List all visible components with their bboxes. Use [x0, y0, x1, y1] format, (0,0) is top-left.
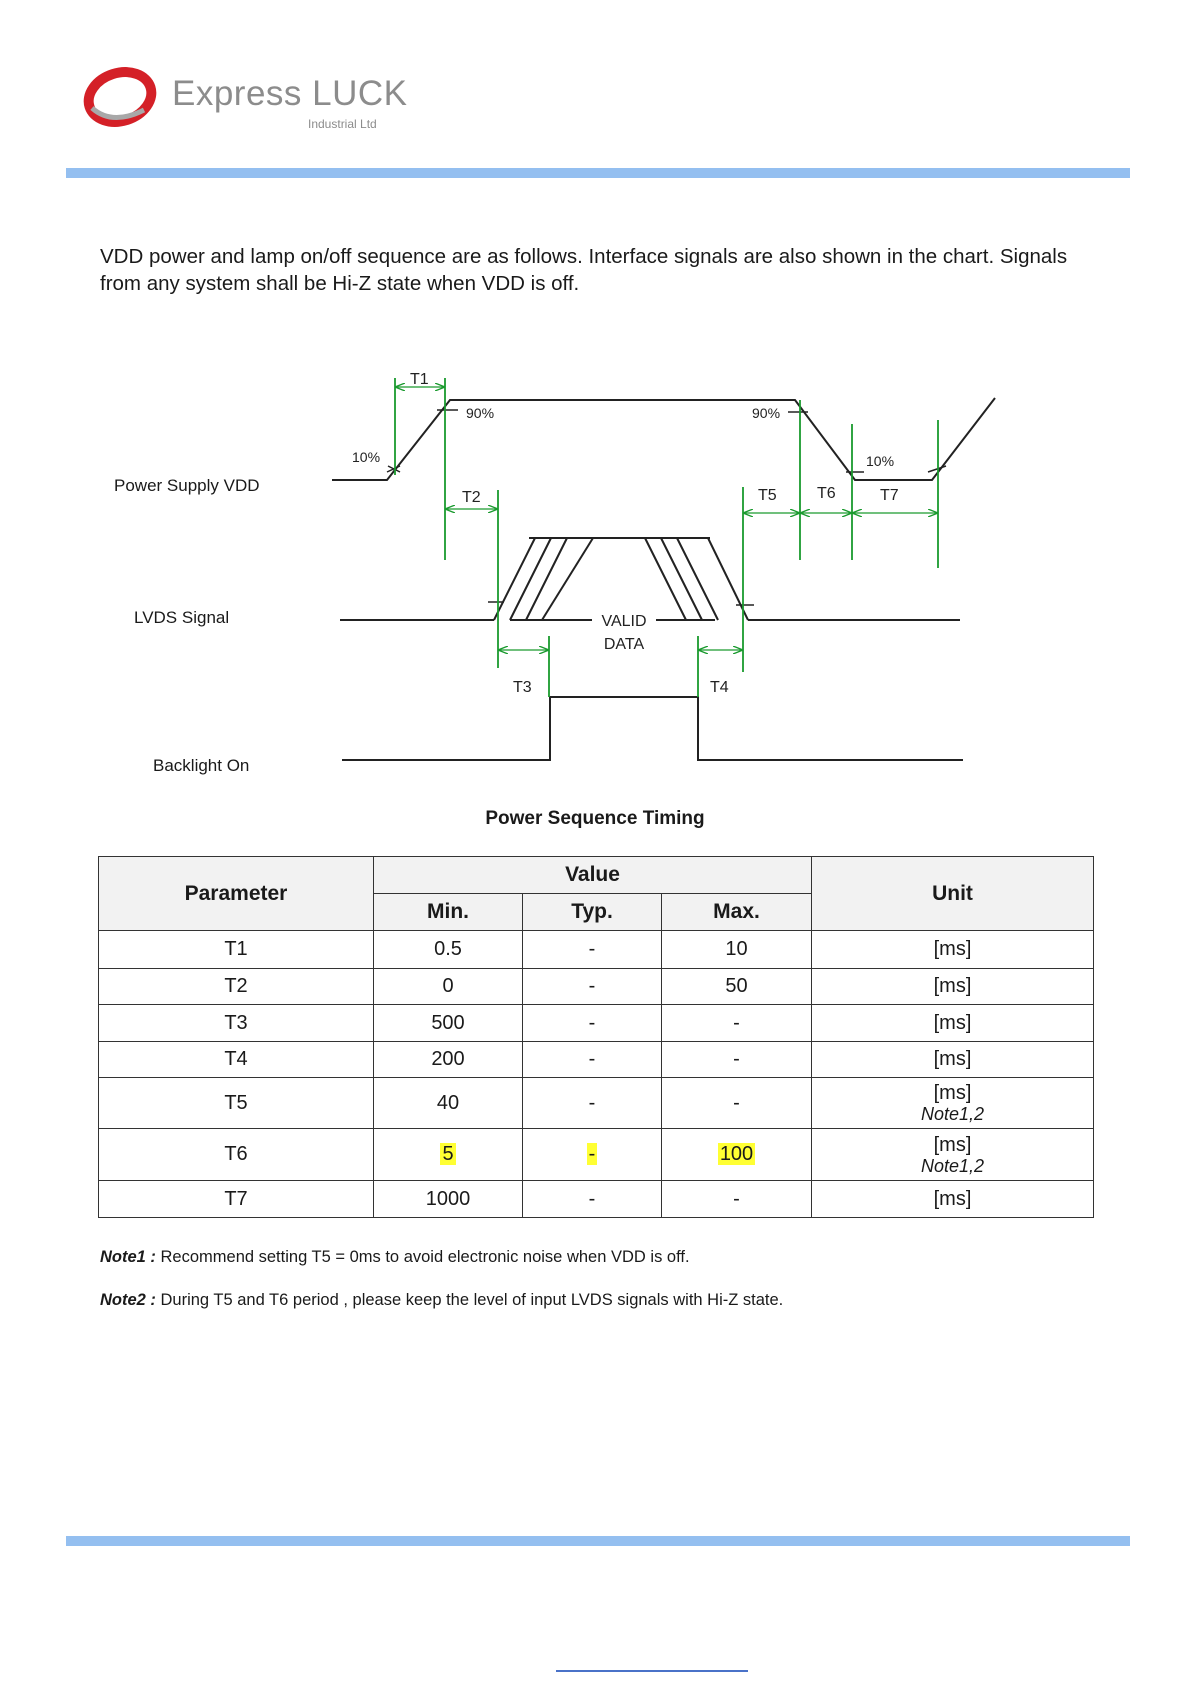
vdd-waveform: [332, 398, 995, 480]
cell-unit: [812, 1078, 1094, 1129]
backlight-waveform: [342, 697, 963, 760]
swirl-logo-icon: [82, 64, 162, 134]
note-1: [100, 1248, 690, 1267]
cell-max: -: [662, 1181, 812, 1218]
cell-unit: [ms]: [812, 969, 1094, 1005]
t1-label: T1: [410, 371, 429, 388]
cell-unit: [ms]: [812, 1042, 1094, 1078]
cell-unit-value: [ms]: [933, 1082, 972, 1104]
cell-typ: [523, 1129, 662, 1181]
note-1-text: Recommend setting T5 = 0ms to avoid electronic noise when VDD is off.: [155, 1248, 690, 1266]
cell-unit: [812, 1129, 1094, 1181]
header-value: Value: [374, 857, 812, 894]
table-row: [99, 931, 1094, 969]
intro-paragraph: VDD power and lamp on/off sequence are as follows. Interface signals are also shown in the chart. Signals from any system shall be Hi-Z state when VDD is off.: [100, 245, 1068, 295]
cell-min: 200: [374, 1042, 523, 1078]
percent-10-rise: 10%: [352, 449, 381, 465]
highlighted-value: 5: [442, 1143, 454, 1165]
cell-min: 1000: [374, 1181, 523, 1218]
cell-typ: -: [523, 969, 662, 1005]
lvds-signal-label: LVDS Signal: [134, 608, 230, 627]
highlighted-value: -: [588, 1143, 596, 1165]
note-1-label: Note1 :: [100, 1248, 156, 1266]
power-sequence-table: [98, 856, 1094, 1218]
table-row: [99, 1005, 1094, 1042]
highlighted-value: 100: [719, 1143, 754, 1165]
company-subtitle: Industrial Ltd: [308, 117, 377, 131]
t3-label: T3: [513, 679, 532, 696]
cell-max: [662, 1129, 812, 1181]
cell-min: 500: [374, 1005, 523, 1042]
note-2-text: During T5 and T6 period , please keep the level of input LVDS signals with Hi-Z state.: [155, 1291, 784, 1309]
footer-rule: [66, 1536, 1130, 1546]
cell-param: T5: [99, 1078, 374, 1129]
percent-90-fall: 90%: [752, 405, 781, 421]
cell-typ: -: [523, 1078, 662, 1129]
footer-link-underline: [556, 1670, 748, 1672]
vdd-signal-label: Power Supply VDD: [114, 476, 260, 495]
cell-typ: -: [523, 1005, 662, 1042]
cell-min: 40: [374, 1078, 523, 1129]
cell-param: T3: [99, 1005, 374, 1042]
lvds-fall-1: [645, 538, 686, 620]
company-logo: [82, 64, 412, 134]
lvds-rise-1: [494, 538, 535, 620]
cell-param: T1: [99, 931, 374, 969]
valid-label: VALID: [601, 613, 647, 630]
note-2-label: Note2 :: [100, 1291, 156, 1309]
cell-max: 10: [662, 931, 812, 969]
cell-param: T6: [99, 1129, 374, 1181]
diagram-caption: Power Sequence Timing: [485, 808, 705, 829]
cell-max: -: [662, 1078, 812, 1129]
cell-min: 0: [374, 969, 523, 1005]
cell-unit-note: Note1,2: [920, 1155, 985, 1176]
header-rule: [66, 168, 1130, 178]
cell-unit-note: Note1,2: [920, 1104, 985, 1124]
cell-param: T7: [99, 1181, 374, 1218]
table-row: [99, 1042, 1094, 1078]
t6-label: T6: [817, 485, 836, 502]
header-parameter: Parameter: [99, 857, 374, 931]
cell-max: -: [662, 1005, 812, 1042]
percent-10-fall: 10%: [866, 453, 895, 469]
cell-param: T4: [99, 1042, 374, 1078]
cell-min: [374, 1129, 523, 1181]
cell-typ: -: [523, 1181, 662, 1218]
cell-typ: -: [523, 931, 662, 969]
cell-max: 50: [662, 969, 812, 1005]
data-label: DATA: [603, 636, 645, 653]
percent-90-rise: 90%: [466, 405, 495, 421]
t4-label: T4: [710, 679, 729, 696]
cell-unit-value: [ms]: [933, 1133, 972, 1156]
cell-param: T2: [99, 969, 374, 1005]
backlight-signal-label: Backlight On: [153, 756, 250, 775]
header-typ: Typ.: [523, 894, 662, 931]
note-2: [100, 1291, 783, 1310]
table-row: [99, 1181, 1094, 1218]
cell-min: 0.5: [374, 931, 523, 969]
table-row: [99, 1078, 1094, 1129]
cell-typ: -: [523, 1042, 662, 1078]
company-name: Express LUCK: [172, 74, 408, 113]
header-max: Max.: [662, 894, 812, 931]
header-min: Min.: [374, 894, 523, 931]
table-row: [99, 969, 1094, 1005]
t2-label: T2: [462, 489, 481, 506]
header-unit: Unit: [812, 857, 1094, 931]
cell-unit: [ms]: [812, 1181, 1094, 1218]
t5-label: T5: [758, 487, 777, 504]
table-row: [99, 1129, 1094, 1181]
cell-unit: [ms]: [812, 931, 1094, 969]
cell-unit: [ms]: [812, 1005, 1094, 1042]
t7-label: T7: [880, 487, 899, 504]
cell-max: -: [662, 1042, 812, 1078]
power-sequence-diagram: [0, 360, 1190, 800]
